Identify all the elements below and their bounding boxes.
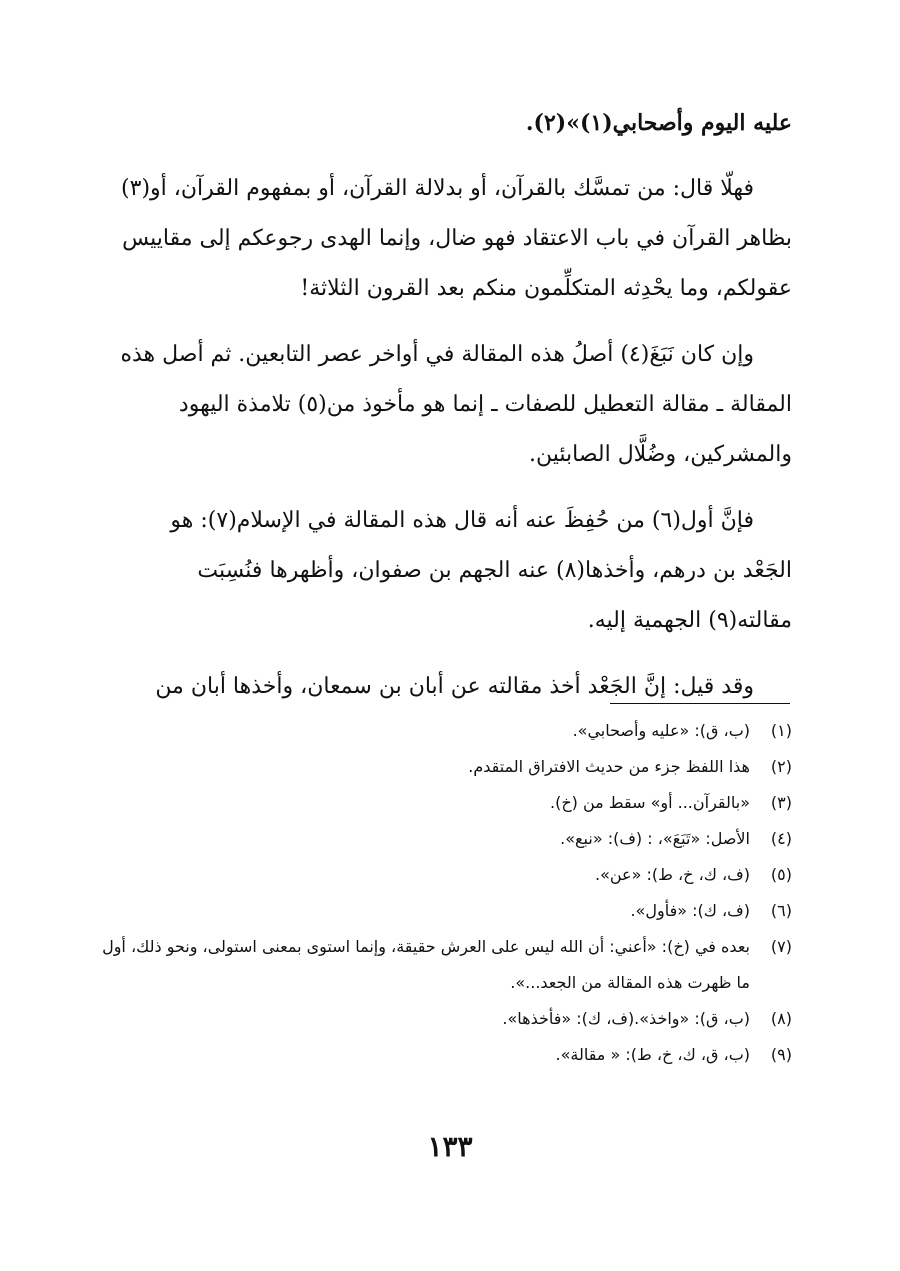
text-line: الجَعْد بن درهم، وأخذها(٨) عنه الجهم بن صفوان، وأظهرها فنُسِبَت — [197, 558, 792, 583]
text-line: بظاهر القرآن في باب الاعتقاد فهو ضال، وإنما الهدى رجوعكم إلى مقاييس — [122, 226, 792, 251]
paragraph-2 — [100, 330, 792, 480]
paragraph-3 — [100, 496, 792, 646]
paragraph-1 — [100, 164, 792, 314]
text-line: وقد قيل: إنَّ الجَعْد أخذ مقالته عن أبان بن سمعان، وأخذها أبان من — [155, 674, 754, 699]
footnote-text: (ب، ق): «واخذ».(ف، ك): «فأخذها». — [502, 1009, 750, 1028]
footnote — [100, 857, 792, 893]
footnote — [100, 821, 792, 857]
text-line: مقالته(٩) الجهمية إليه. — [587, 608, 792, 633]
text-line: وإن كان نَبَغَ(٤) أصلُ هذه المقالة في أواخر عصر التابعين. ثم أصل هذه — [120, 342, 754, 367]
footnote-number: (٧) — [770, 937, 792, 956]
footnote — [100, 749, 792, 785]
footnote-text: هذا اللفظ جزء من حديث الافتراق المتقدم. — [468, 757, 750, 776]
footnote-text: (ب، ق): «عليه وأصحابي». — [572, 721, 750, 740]
footnotes — [100, 713, 792, 1073]
text-line: عليه اليوم وأصحابي(١)»(٢). — [525, 110, 792, 136]
footnote-number: (٣) — [770, 793, 792, 812]
footnote-number: (٢) — [770, 757, 792, 776]
footnote — [100, 713, 792, 749]
footnote-text: بعده في (خ): «أعني: أن الله ليس على العرش حقيقة، وإنما استوى بمعنى استولى، ونحو ذلك، أول ما ظهرت هذه المقالة من الجعد...». — [102, 937, 750, 992]
paragraph-4 — [100, 662, 792, 712]
footnote — [100, 929, 792, 1001]
footnote-text: الأصل: «تَبَعَ»، : (ف): «نبع». — [560, 829, 750, 848]
footnote — [100, 1001, 792, 1037]
text-line: والمشركين، وضُلَّال الصابئين. — [528, 442, 792, 467]
footnote-number: (٨) — [770, 1009, 792, 1028]
footnote-number: (٩) — [770, 1045, 792, 1064]
footnote-text: (ف، ك): «فأول». — [630, 901, 750, 920]
footnote-number: (١) — [770, 721, 792, 740]
footnote-number: (٥) — [770, 865, 792, 884]
text-line: فإنَّ أول(٦) من حُفِظَ عنه أنه قال هذه المقالة في الإسلام(٧): هو — [170, 508, 754, 533]
text-line: المقالة ـ مقالة التعطيل للصفات ـ إنما هو مأخوذ من(٥) تلامذة اليهود — [178, 392, 792, 417]
text-line: عقولكم، وما يحْدِثه المتكلِّمون منكم بعد القرون الثلاثة! — [300, 276, 792, 301]
footnote-separator — [610, 703, 790, 704]
footnote-number: (٦) — [770, 901, 792, 920]
footnote-text: (ب، ق، ك، خ، ط): « مقالة». — [555, 1045, 750, 1064]
footnote-text: (ف، ك، خ، ط): «عن». — [595, 865, 750, 884]
footnote — [100, 1037, 792, 1073]
footnote-text: «بالقرآن... أو» سقط من (خ). — [549, 793, 750, 812]
intro-line — [100, 98, 792, 148]
page-number: ١٣٣ — [427, 1130, 473, 1163]
footnote-number: (٤) — [770, 829, 792, 848]
main-text — [100, 98, 792, 712]
footnote — [100, 785, 792, 821]
footnote — [100, 893, 792, 929]
text-line: فهلّا قال: من تمسَّك بالقرآن، أو بدلالة القرآن، أو بمفهوم القرآن، أو(٣) — [121, 176, 754, 201]
